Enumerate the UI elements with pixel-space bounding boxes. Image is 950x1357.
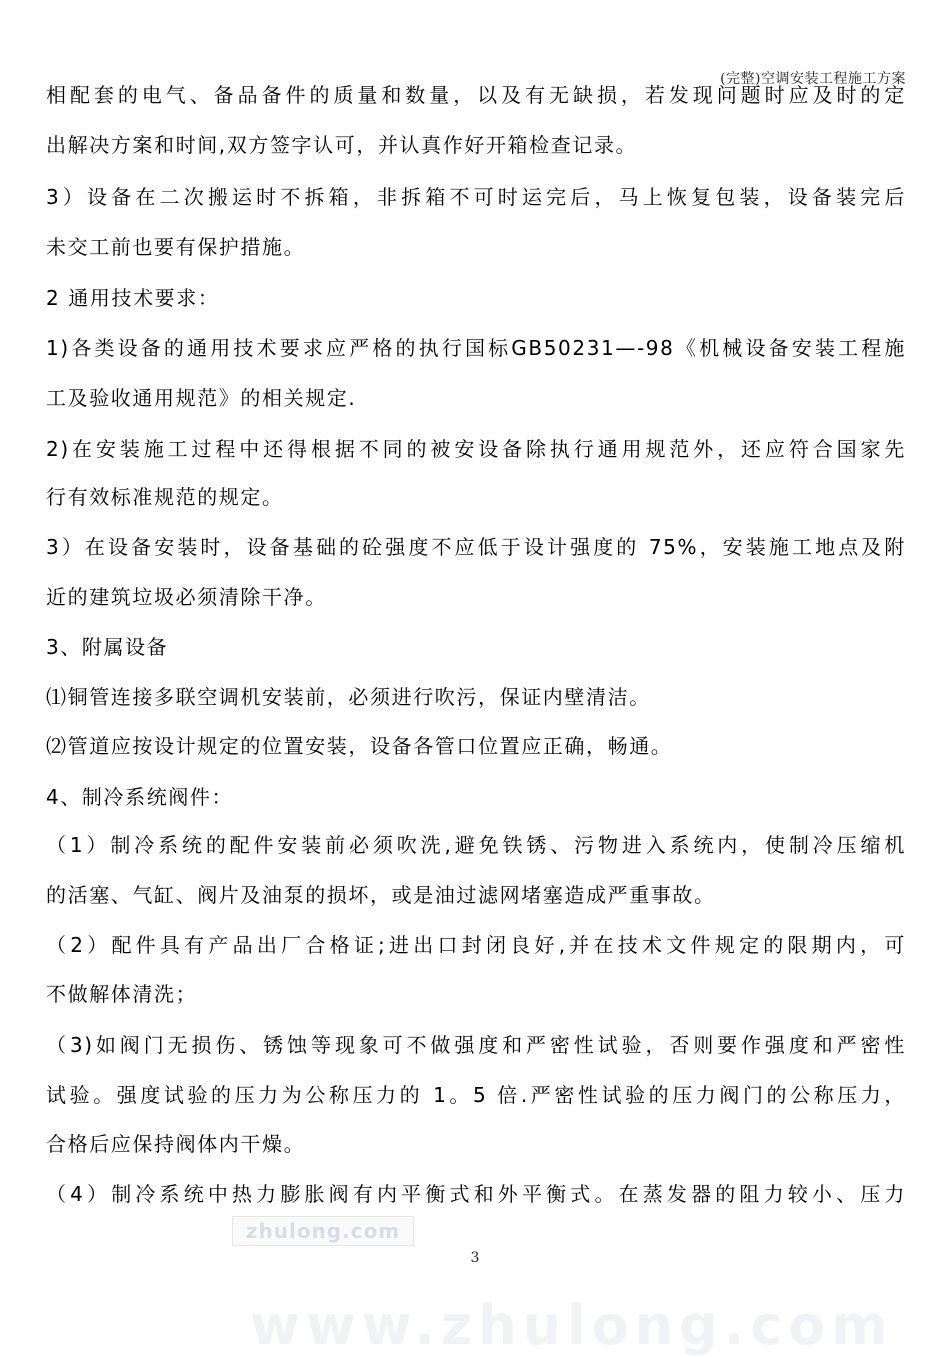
body-line-23: （4）制冷系统中热力膨胀阀有内平衡式和外平衡式。在蒸发器的阻力较小、压力 [46, 1182, 906, 1206]
body-line-6: 1)各类设备的通用技术要求应严格的执行国标GB50231—-98《机械设备安装工程施 [46, 336, 906, 360]
body-line-5: 2 通用技术要求： [46, 286, 220, 310]
body-line-11: 近的建筑垃圾必须清除干净。 [46, 585, 327, 609]
body-line-20: （3)如阀门无损伤、锈蚀等现象可不做强度和严密性试验，否则要作强度和严密性 [46, 1033, 906, 1057]
body-line-18: （2）配件具有产品出厂合格证;进出口封闭良好,并在技术文件规定的限期内，可 [46, 933, 906, 957]
body-line-15: 4、制冷系统阀件： [46, 785, 234, 809]
body-line-1: 相配套的电气、备品备件的质量和数量，以及有无缺损，若发现问题时应及时的定 [46, 83, 906, 107]
page-number: 3 [470, 1250, 480, 1266]
body-line-3: 3）设备在二次搬运时不拆箱，非拆箱不可时运完后，马上恢复包装，设备装完后 [46, 185, 906, 209]
page-header-title: (完整)空调安装工程施工方案 [720, 71, 906, 87]
body-line-21: 试验。强度试验的压力为公称压力的 1。5 倍.严密性试验的压力阀门的公称压力， [46, 1083, 906, 1107]
body-line-4: 未交工前也要有保护措施。 [46, 235, 306, 259]
body-line-13: ⑴铜管连接多联空调机安装前，必须进行吹污，保证内壁清洁。 [46, 685, 651, 709]
body-line-8: 2)在安装施工过程中还得根据不同的被安设备除执行通用规范外，还应符合国家先 [46, 437, 906, 461]
body-line-2: 出解决方案和时间,双方签字认可，并认真作好开箱检查记录。 [46, 133, 638, 157]
watermark-logo-small: zhulong.com [232, 1216, 414, 1246]
body-line-10: 3）在设备安装时，设备基础的砼强度不应低于设计强度的 75%，安装施工地点及附 [46, 535, 906, 559]
body-line-19: 不做解体清洗； [46, 982, 198, 1006]
body-line-16: （1）制冷系统的配件安装前必须吹洗,避免铁锈、污物进入系统内，使制冷压缩机 [46, 833, 906, 857]
body-line-7: 工及验收通用规范》的相关规定. [46, 386, 357, 410]
body-line-14: ⑵管道应按设计规定的位置安装，设备各管口位置应正确，畅通。 [46, 734, 673, 758]
body-line-9: 行有效标准规范的规定。 [46, 485, 284, 509]
watermark-logo-large: www.zhulong.com [250, 1294, 894, 1357]
body-line-22: 合格后应保持阀体内干燥。 [46, 1132, 306, 1156]
body-line-12: 3、附属设备 [46, 635, 169, 659]
body-line-17: 的活塞、气缸、阀片及油泵的损坏，或是油过滤网堵塞造成严重事故。 [46, 883, 716, 907]
